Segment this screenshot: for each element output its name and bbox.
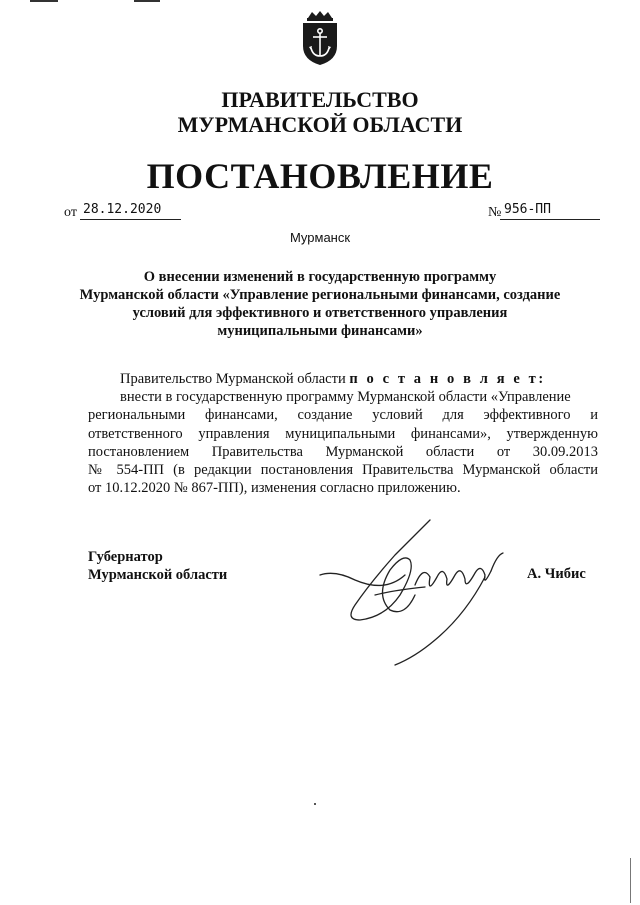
subject-line-4: муниципальными финансами» xyxy=(217,323,423,339)
body-line-3: ответственного управления муниципальными финансами», утвержденную xyxy=(88,425,598,442)
body-intro: Правительство Мурманской области xyxy=(120,371,350,387)
scan-marks xyxy=(30,0,170,3)
document-type-title: ПОСТАНОВЛЕНИЕ xyxy=(146,156,494,196)
org-name-line1: ПРАВИТЕЛЬСТВО xyxy=(221,87,419,112)
body-resolves: п о с т а н о в л я е т: xyxy=(349,371,546,387)
signature-icon xyxy=(315,515,515,670)
signatory-title-line1: Губернатор xyxy=(88,549,163,565)
org-name-line2: МУРМАНСКОЙ ОБЛАСТИ xyxy=(177,112,463,137)
scan-edge-line xyxy=(630,858,631,903)
signatory-title-line2: Мурманской области xyxy=(88,567,228,583)
document-date: 28.12.2020 xyxy=(80,201,181,220)
body-line-5: № 554-ПП (в редакции постановления Правительства Мурманской области xyxy=(88,461,598,478)
body-line-4: постановлением Правительства Мурманской области от 30.09.2013 xyxy=(88,443,598,460)
scan-dot xyxy=(314,803,316,805)
body-line-1: внести в государственную программу Мурманской области «Управление xyxy=(120,389,571,406)
signatory-title xyxy=(88,548,227,584)
signatory-name: А. Чибис xyxy=(527,566,586,582)
body-intro-line xyxy=(88,370,598,388)
date-prefix: от xyxy=(64,205,77,220)
body-line-6: от 10.12.2020 № 867-ПП), изменения согласно приложению. xyxy=(88,480,461,497)
body-line-2: региональными финансами, создание условий для эффективного и xyxy=(88,407,598,424)
number-prefix: № xyxy=(488,205,502,220)
document-number: 956-ПП xyxy=(500,201,600,220)
document-city: Мурманск xyxy=(289,230,351,245)
subject-line-1: О внесении изменений в государственную программу xyxy=(143,269,497,285)
document-body xyxy=(88,370,598,497)
coat-of-arms-icon xyxy=(298,10,342,66)
subject-line-3: условий для эффективного и ответственного управления xyxy=(132,305,508,321)
subject-line-2: Мурманской области «Управление региональными финансами, создание xyxy=(79,287,561,303)
